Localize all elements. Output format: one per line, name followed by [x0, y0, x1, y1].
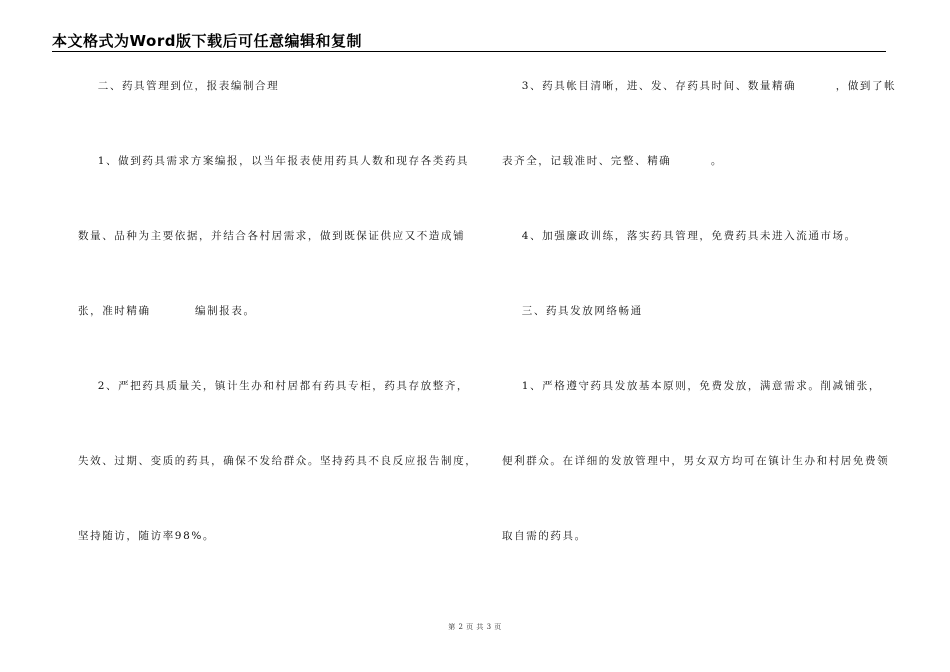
right-line-1: 3、药具帐目清晰，进、发、存药具时间、数量精确 ，做到了帐	[502, 80, 897, 92]
right-column	[502, 0, 897, 672]
right-line-7: 取自需的药具。	[502, 530, 587, 542]
left-column	[78, 0, 478, 672]
left-line-1: 二、药具管理到位，报表编制合理	[78, 80, 280, 92]
left-line-3: 数量、品种为主要依据，并结合各村居需求，做到既保证供应又不造成铺	[78, 230, 466, 242]
left-line-5: 2、严把药具质量关，镇计生办和村居都有药具专柜，药具存放整齐，	[78, 380, 470, 392]
left-line-6: 失效、过期、变质的药具，确保不发给群众。坚持药具不良反应报告制度，	[78, 455, 478, 467]
right-line-5: 1、严格遵守药具发放基本原则，免费发放，满意需求。削减铺张，	[502, 380, 881, 392]
right-line-6: 便利群众。在详细的发放管理中，男女双方均可在镇计生办和村居免费领	[502, 455, 890, 467]
left-line-4: 张，准时精确 编制报表。	[78, 305, 256, 317]
header-banner: 本文格式为Word版下载后可任意编辑和复制	[52, 32, 362, 50]
page-footer: 第 2 页 共 3 页	[448, 623, 502, 631]
left-line-2: 1、做到药具需求方案编报，以当年报表使用药具人数和现存各类药具	[78, 155, 470, 167]
right-line-4: 三、药具发放网络畅通	[502, 305, 643, 317]
right-line-2: 表齐全，记载准时、完整、精确 。	[502, 155, 724, 167]
left-line-7: 坚持随访，随访率98%。	[78, 530, 216, 542]
right-line-3: 4、加强廉政训练，落实药具管理，免费药具未进入流通市场。	[502, 230, 857, 242]
